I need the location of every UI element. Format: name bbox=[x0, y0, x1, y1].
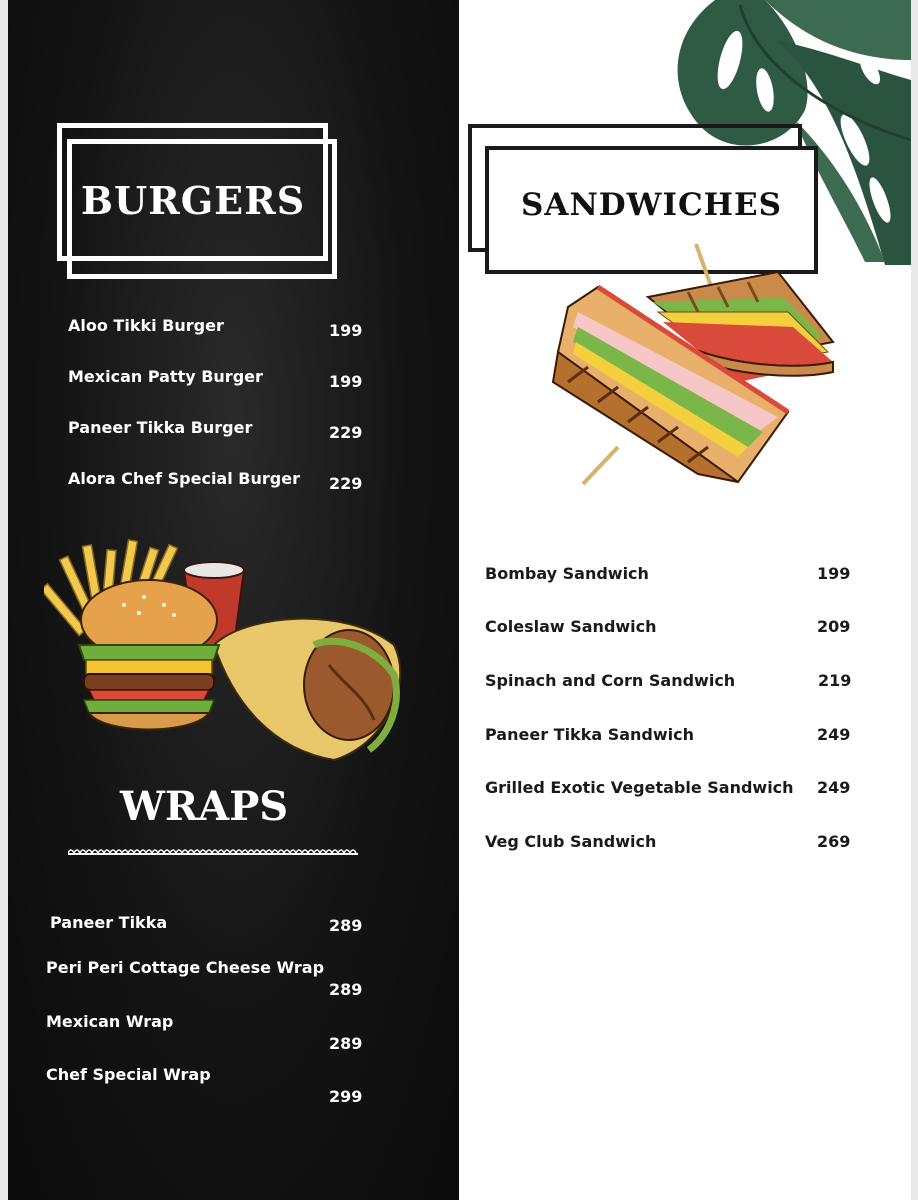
sandwich-item-price: 199 bbox=[817, 564, 851, 583]
sandwich-item-name: Veg Club Sandwich bbox=[485, 832, 657, 851]
wraps-title: WRAPS bbox=[120, 783, 289, 830]
wrap-item-name: Mexican Wrap bbox=[46, 1012, 174, 1031]
sandwich-item-price: 249 bbox=[817, 778, 851, 797]
burger-item-name: Paneer Tikka Burger bbox=[68, 418, 253, 437]
sandwich-item-price: 219 bbox=[818, 671, 852, 690]
burger-item-price: 199 bbox=[329, 372, 363, 391]
sandwich-item-name: Grilled Exotic Vegetable Sandwich bbox=[485, 778, 794, 797]
wrap-item-name: Peri Peri Cottage Cheese Wrap bbox=[46, 958, 325, 977]
sandwich-item-name: Spinach and Corn Sandwich bbox=[485, 671, 736, 690]
sandwich-illustration bbox=[548, 242, 836, 488]
sandwich-item-price: 209 bbox=[817, 617, 851, 636]
sandwich-item-price: 249 bbox=[817, 725, 851, 744]
page-margin-left bbox=[0, 0, 8, 1200]
sandwich-item-name: Bombay Sandwich bbox=[485, 564, 649, 583]
page-margin-right bbox=[911, 0, 918, 1200]
burger-item-name: Alora Chef Special Burger bbox=[68, 469, 300, 488]
burger-item-price: 199 bbox=[329, 321, 363, 340]
burger-item-name: Mexican Patty Burger bbox=[68, 367, 263, 386]
burger-item-price: 229 bbox=[329, 423, 363, 442]
burgers-title: BURGERS bbox=[80, 178, 306, 223]
sandwich-item-name: Paneer Tikka Sandwich bbox=[485, 725, 694, 744]
rope-divider-decoration bbox=[68, 845, 360, 857]
burger-item-price: 229 bbox=[329, 474, 363, 493]
sandwiches-title: SANDWICHES bbox=[521, 187, 782, 223]
wrap-item-name: Chef Special Wrap bbox=[46, 1065, 211, 1084]
burger-wrap-drink-illustration bbox=[44, 535, 410, 767]
burger-item-name: Aloo Tikki Burger bbox=[68, 316, 224, 335]
wrap-item-price: 299 bbox=[329, 1087, 363, 1106]
wrap-item-price: 289 bbox=[329, 980, 363, 999]
sandwich-item-price: 269 bbox=[817, 832, 851, 851]
wrap-item-price: 289 bbox=[329, 1034, 363, 1053]
wrap-item-price: 289 bbox=[329, 916, 363, 935]
sandwich-item-name: Coleslaw Sandwich bbox=[485, 617, 657, 636]
wrap-item-name: Paneer Tikka bbox=[50, 913, 168, 932]
